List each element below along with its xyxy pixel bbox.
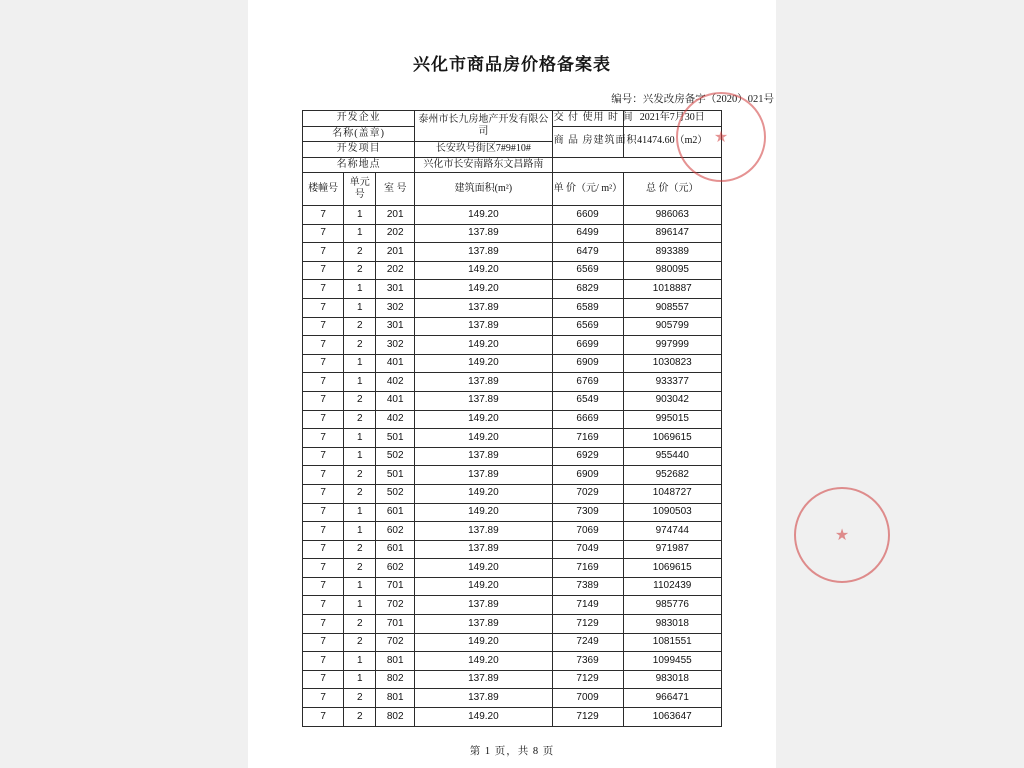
cell-unit_price: 6769 xyxy=(552,373,623,392)
table-row xyxy=(303,689,722,708)
cell-room: 601 xyxy=(376,540,415,559)
cell-total_price: 985776 xyxy=(623,596,721,615)
cell-building: 7 xyxy=(303,484,344,503)
cell-unit_price: 7389 xyxy=(552,577,623,596)
cell-area: 137.89 xyxy=(415,466,552,485)
table-row xyxy=(303,298,722,317)
cell-building: 7 xyxy=(303,652,344,671)
cell-area: 149.20 xyxy=(415,484,552,503)
cell-room: 602 xyxy=(376,522,415,541)
cell-total_price: 1069615 xyxy=(623,559,721,578)
cell-unit_price: 7029 xyxy=(552,484,623,503)
cell-unit_price: 6929 xyxy=(552,447,623,466)
table-row xyxy=(303,708,722,727)
cell-room: 201 xyxy=(376,243,415,262)
label-delivery-time: 交 付 使用 时 间 xyxy=(552,111,623,127)
cell-unit_price: 7309 xyxy=(552,503,623,522)
table-row xyxy=(303,596,722,615)
cell-total_price: 952682 xyxy=(623,466,721,485)
table-row xyxy=(303,633,722,652)
cell-room: 302 xyxy=(376,298,415,317)
seal-star-icon: ★ xyxy=(713,129,729,146)
page-footer: 第 1 页，共 8 页 xyxy=(469,745,555,757)
cell-total_price: 1069615 xyxy=(623,429,721,448)
cell-unit: 2 xyxy=(344,559,376,578)
table-row xyxy=(303,447,722,466)
cell-area: 137.89 xyxy=(415,298,552,317)
cell-unit: 2 xyxy=(344,261,376,280)
cell-unit_price: 6549 xyxy=(552,391,623,410)
cell-total_price: 1099455 xyxy=(623,652,721,671)
cell-unit_price: 7009 xyxy=(552,689,623,708)
col-building: 楼幢号 xyxy=(303,173,344,206)
cell-area: 149.20 xyxy=(415,280,552,299)
cell-unit: 2 xyxy=(344,317,376,336)
cell-room: 602 xyxy=(376,559,415,578)
cell-building: 7 xyxy=(303,410,344,429)
cell-unit: 1 xyxy=(344,224,376,243)
cell-area: 137.89 xyxy=(415,447,552,466)
cell-unit: 1 xyxy=(344,447,376,466)
cell-unit_price: 6569 xyxy=(552,261,623,280)
col-room: 室 号 xyxy=(376,173,415,206)
cell-unit_price: 7129 xyxy=(552,670,623,689)
cell-area: 149.20 xyxy=(415,206,552,225)
cell-building: 7 xyxy=(303,243,344,262)
cell-unit: 2 xyxy=(344,708,376,727)
document-page xyxy=(248,0,850,768)
cell-total_price: 955440 xyxy=(623,447,721,466)
cell-total_price: 971987 xyxy=(623,540,721,559)
cell-unit_price: 6589 xyxy=(552,298,623,317)
cell-room: 701 xyxy=(376,577,415,596)
label-dev-location: 名称地点 xyxy=(303,157,415,173)
cell-unit: 2 xyxy=(344,633,376,652)
cell-unit_price: 7169 xyxy=(552,429,623,448)
cell-unit: 1 xyxy=(344,503,376,522)
cell-building: 7 xyxy=(303,540,344,559)
cell-room: 502 xyxy=(376,484,415,503)
cell-room: 801 xyxy=(376,652,415,671)
cell-building: 7 xyxy=(303,615,344,634)
value-company: 泰州市长九房地产开发有限公司 xyxy=(415,111,552,142)
table-row xyxy=(303,670,722,689)
cell-building: 7 xyxy=(303,280,344,299)
cell-building: 7 xyxy=(303,261,344,280)
cell-unit_price: 7149 xyxy=(552,596,623,615)
cell-total_price: 1102439 xyxy=(623,577,721,596)
cell-unit_price: 6569 xyxy=(552,317,623,336)
cell-room: 601 xyxy=(376,503,415,522)
cell-unit: 2 xyxy=(344,540,376,559)
cell-room: 702 xyxy=(376,633,415,652)
cell-unit: 1 xyxy=(344,354,376,373)
table-row xyxy=(303,224,722,243)
cell-unit: 2 xyxy=(344,466,376,485)
cell-building: 7 xyxy=(303,391,344,410)
cell-area: 137.89 xyxy=(415,243,552,262)
cell-total_price: 893389 xyxy=(623,243,721,262)
cell-room: 201 xyxy=(376,206,415,225)
cell-unit_price: 6499 xyxy=(552,224,623,243)
cell-unit_price: 7069 xyxy=(552,522,623,541)
label-dev-project: 开发项目 xyxy=(303,142,415,158)
cell-area: 149.20 xyxy=(415,652,552,671)
cell-room: 701 xyxy=(376,615,415,634)
cell-total_price: 933377 xyxy=(623,373,721,392)
cell-area: 149.20 xyxy=(415,429,552,448)
cell-total_price: 983018 xyxy=(623,670,721,689)
table-row xyxy=(303,484,722,503)
cell-building: 7 xyxy=(303,503,344,522)
cell-room: 802 xyxy=(376,708,415,727)
cell-room: 802 xyxy=(376,670,415,689)
cell-building: 7 xyxy=(303,689,344,708)
table-row xyxy=(303,540,722,559)
cell-total_price: 1048727 xyxy=(623,484,721,503)
cell-unit_price: 7129 xyxy=(552,615,623,634)
table-row xyxy=(303,317,722,336)
cell-area: 137.89 xyxy=(415,317,552,336)
cell-building: 7 xyxy=(303,577,344,596)
cell-unit_price: 6909 xyxy=(552,466,623,485)
cell-room: 401 xyxy=(376,354,415,373)
value-delivery-time: 2021年7月30日 xyxy=(623,111,721,127)
cell-unit: 1 xyxy=(344,206,376,225)
cell-building: 7 xyxy=(303,336,344,355)
cell-unit: 2 xyxy=(344,484,376,503)
cell-unit_price: 7249 xyxy=(552,633,623,652)
cell-building: 7 xyxy=(303,466,344,485)
cell-area: 149.20 xyxy=(415,336,552,355)
table-row xyxy=(303,559,722,578)
col-area: 建筑面积(m²) xyxy=(415,173,552,206)
table-row xyxy=(303,280,722,299)
table-row xyxy=(303,577,722,596)
cell-room: 202 xyxy=(376,224,415,243)
cell-area: 149.20 xyxy=(415,261,552,280)
cell-total_price: 1081551 xyxy=(623,633,721,652)
cell-total_price: 1018887 xyxy=(623,280,721,299)
cell-unit: 1 xyxy=(344,522,376,541)
cell-unit: 1 xyxy=(344,280,376,299)
cell-unit: 1 xyxy=(344,596,376,615)
col-unit-price: 单 价（元/ m²） xyxy=(552,173,623,206)
value-project-name: 长安玖号街区7#9#10# xyxy=(415,142,552,158)
cell-unit_price: 6699 xyxy=(552,336,623,355)
cell-building: 7 xyxy=(303,354,344,373)
cell-building: 7 xyxy=(303,224,344,243)
cell-room: 501 xyxy=(376,466,415,485)
government-seal-icon xyxy=(794,487,890,583)
cell-building: 7 xyxy=(303,708,344,727)
col-unit: 单元号 xyxy=(344,173,376,206)
cell-unit: 1 xyxy=(344,670,376,689)
cell-area: 149.20 xyxy=(415,354,552,373)
cell-unit_price: 7049 xyxy=(552,540,623,559)
cell-total_price: 1030823 xyxy=(623,354,721,373)
cell-area: 149.20 xyxy=(415,633,552,652)
cell-unit_price: 7129 xyxy=(552,708,623,727)
table-body xyxy=(303,206,722,727)
cell-unit: 1 xyxy=(344,577,376,596)
cell-area: 149.20 xyxy=(415,559,552,578)
table-row xyxy=(303,243,722,262)
column-header-row xyxy=(303,173,722,206)
value-building-area: 41474.60（m2） xyxy=(623,126,721,157)
price-record-table xyxy=(302,110,722,727)
cell-unit: 1 xyxy=(344,652,376,671)
cell-room: 301 xyxy=(376,317,415,336)
cell-unit_price: 6609 xyxy=(552,206,623,225)
cell-unit: 1 xyxy=(344,373,376,392)
cell-unit_price: 7369 xyxy=(552,652,623,671)
table-row xyxy=(303,206,722,225)
cell-total_price: 980095 xyxy=(623,261,721,280)
cell-unit: 2 xyxy=(344,689,376,708)
cell-total_price: 974744 xyxy=(623,522,721,541)
cell-area: 149.20 xyxy=(415,410,552,429)
cell-room: 501 xyxy=(376,429,415,448)
header-row-location xyxy=(303,157,722,173)
value-project-location: 兴化市长安南路东文昌路南 xyxy=(415,157,552,173)
cell-room: 402 xyxy=(376,410,415,429)
cell-total_price: 997999 xyxy=(623,336,721,355)
cell-total_price: 905799 xyxy=(623,317,721,336)
label-building-area: 商 品 房建筑面积 xyxy=(552,126,623,157)
header-spacer xyxy=(552,157,721,173)
header-row-enterprise xyxy=(303,111,722,127)
table-row xyxy=(303,391,722,410)
cell-area: 149.20 xyxy=(415,503,552,522)
cell-room: 401 xyxy=(376,391,415,410)
cell-room: 301 xyxy=(376,280,415,299)
cell-unit_price: 6829 xyxy=(552,280,623,299)
cell-total_price: 896147 xyxy=(623,224,721,243)
label-dev-enterprise: 开发企业 xyxy=(303,111,415,127)
cell-unit: 2 xyxy=(344,410,376,429)
cell-total_price: 983018 xyxy=(623,615,721,634)
cell-unit_price: 7169 xyxy=(552,559,623,578)
table-row xyxy=(303,261,722,280)
cell-unit: 2 xyxy=(344,391,376,410)
cell-total_price: 966471 xyxy=(623,689,721,708)
cell-unit: 2 xyxy=(344,243,376,262)
table-row xyxy=(303,615,722,634)
seal-star-icon: ★ xyxy=(834,527,850,544)
cell-building: 7 xyxy=(303,596,344,615)
cell-building: 7 xyxy=(303,447,344,466)
cell-building: 7 xyxy=(303,429,344,448)
table-row xyxy=(303,354,722,373)
table-row xyxy=(303,503,722,522)
cell-area: 137.89 xyxy=(415,670,552,689)
cell-room: 402 xyxy=(376,373,415,392)
table-row xyxy=(303,429,722,448)
cell-building: 7 xyxy=(303,633,344,652)
cell-area: 149.20 xyxy=(415,708,552,727)
cell-room: 502 xyxy=(376,447,415,466)
table-row xyxy=(303,373,722,392)
cell-unit: 2 xyxy=(344,615,376,634)
cell-total_price: 1090503 xyxy=(623,503,721,522)
cell-building: 7 xyxy=(303,317,344,336)
cell-unit_price: 6479 xyxy=(552,243,623,262)
cell-area: 137.89 xyxy=(415,596,552,615)
table-row xyxy=(303,466,722,485)
page-title: 兴化市商品房价格备案表 xyxy=(413,55,611,74)
cell-room: 202 xyxy=(376,261,415,280)
cell-area: 137.89 xyxy=(415,689,552,708)
cell-total_price: 908557 xyxy=(623,298,721,317)
table-row xyxy=(303,652,722,671)
cell-building: 7 xyxy=(303,373,344,392)
cell-area: 137.89 xyxy=(415,373,552,392)
table-row xyxy=(303,336,722,355)
cell-unit: 2 xyxy=(344,336,376,355)
cell-area: 137.89 xyxy=(415,540,552,559)
record-code: 编号：兴发改房备字（2020）021号 xyxy=(611,94,774,105)
cell-total_price: 995015 xyxy=(623,410,721,429)
cell-building: 7 xyxy=(303,670,344,689)
cell-building: 7 xyxy=(303,206,344,225)
cell-unit: 1 xyxy=(344,298,376,317)
table-row xyxy=(303,522,722,541)
cell-room: 302 xyxy=(376,336,415,355)
cell-area: 137.89 xyxy=(415,391,552,410)
cell-area: 137.89 xyxy=(415,224,552,243)
cell-total_price: 903042 xyxy=(623,391,721,410)
cell-room: 702 xyxy=(376,596,415,615)
cell-unit_price: 6909 xyxy=(552,354,623,373)
cell-area: 137.89 xyxy=(415,615,552,634)
cell-unit: 1 xyxy=(344,429,376,448)
cell-room: 801 xyxy=(376,689,415,708)
cell-building: 7 xyxy=(303,522,344,541)
cell-total_price: 1063647 xyxy=(623,708,721,727)
cell-total_price: 986063 xyxy=(623,206,721,225)
label-dev-name-seal: 名称(盖章) xyxy=(303,126,415,142)
cell-area: 137.89 xyxy=(415,522,552,541)
table-row xyxy=(303,410,722,429)
cell-area: 149.20 xyxy=(415,577,552,596)
col-total-price: 总 价（元） xyxy=(623,173,721,206)
cell-unit_price: 6669 xyxy=(552,410,623,429)
cell-building: 7 xyxy=(303,559,344,578)
cell-building: 7 xyxy=(303,298,344,317)
